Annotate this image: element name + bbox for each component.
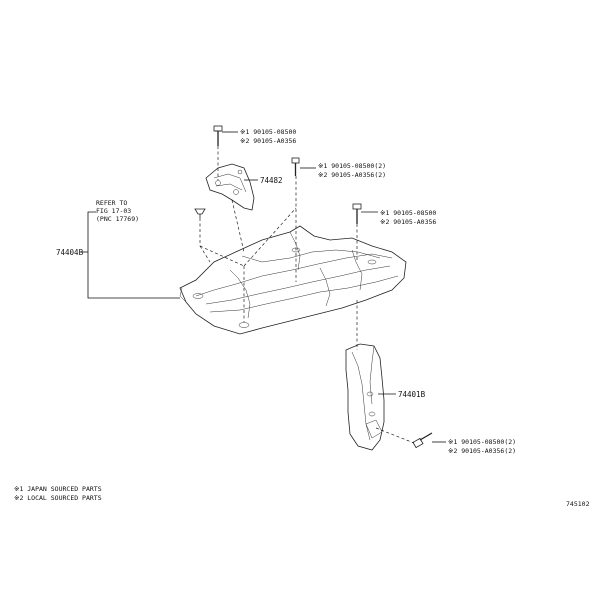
callout-line-2: ※2 90105-A0356(2) — [318, 171, 387, 179]
callout-line-1: ※1 90105-08500(2) — [318, 162, 387, 170]
refer-note — [96, 199, 139, 223]
refer-line-2: FIG 17-03 — [96, 207, 132, 215]
side-support-part — [346, 344, 384, 450]
tray-cover-part — [180, 226, 406, 334]
callout-bolt-bottom — [448, 438, 516, 455]
legend-notes — [14, 485, 102, 502]
part-number-cover: 74404B — [56, 248, 84, 257]
callout-bolt-right — [380, 209, 436, 226]
callout-line-2: ※2 90105-A0356(2) — [448, 447, 517, 455]
bolt-top — [214, 126, 222, 146]
part-number-support: 74401B — [398, 390, 426, 399]
bolt-bottom — [413, 433, 432, 448]
callout-line-1: ※1 90105-08500 — [240, 128, 297, 136]
callout-line-1: ※1 90105-08500(2) — [448, 438, 517, 446]
refer-line-3: (PNC 17769) — [96, 215, 140, 223]
refer-line-1: REFER TO — [96, 199, 128, 207]
callout-bolt-top — [240, 128, 296, 145]
assembly-lines — [200, 146, 414, 443]
figure-id: 745102 — [566, 500, 590, 508]
note-local-sourced: ※2 LOCAL SOURCED PARTS — [14, 494, 102, 502]
callout-bolt-mid — [318, 162, 386, 179]
clip-fastener — [195, 209, 205, 218]
callout-line-1: ※1 90105-08500 — [380, 209, 437, 217]
note-japan-sourced: ※1 JAPAN SOURCED PARTS — [14, 485, 102, 493]
bolt-mid — [292, 158, 299, 176]
bolt-right — [353, 204, 361, 224]
part-number-bracket: 74482 — [260, 176, 283, 185]
bracket-part — [206, 164, 254, 210]
callout-line-2: ※2 90105-A0356 — [240, 137, 297, 145]
callout-line-2: ※2 90105-A0356 — [380, 218, 437, 226]
